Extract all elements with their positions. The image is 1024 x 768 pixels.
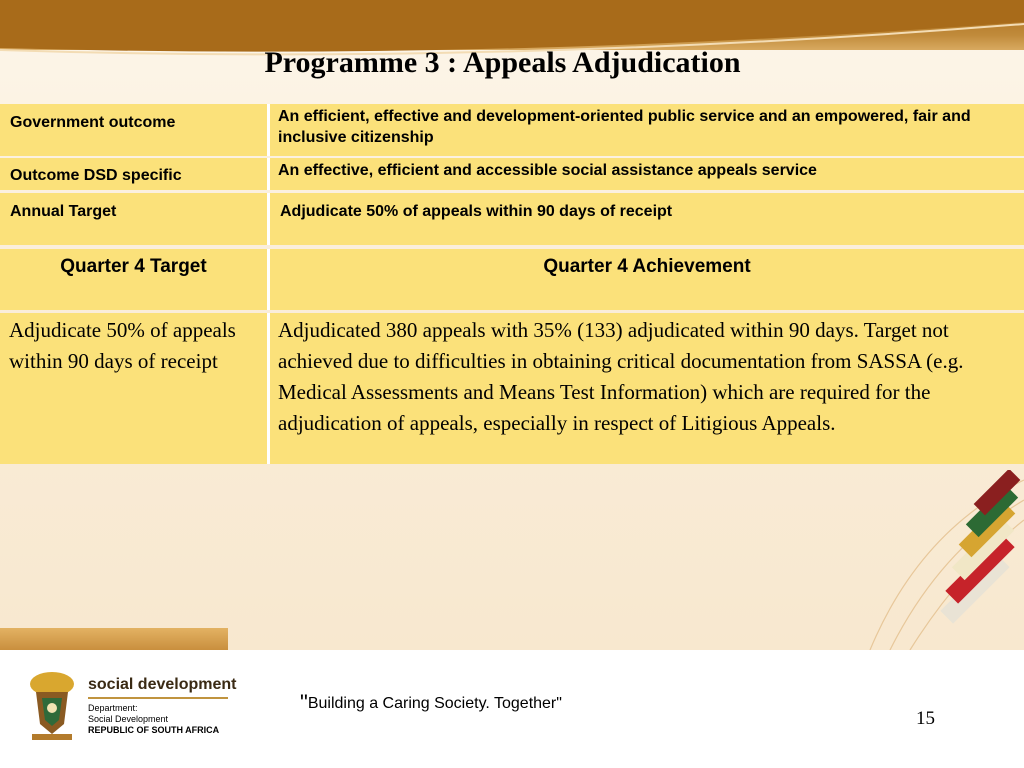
page-title: Programme 3 : Appeals Adjudication	[264, 46, 741, 79]
row-value: An effective, efficient and accessible social assistance appeals service	[270, 158, 1024, 190]
table-header-row	[0, 249, 1024, 310]
row-value: An efficient, effective and development-oriented public service and an empowered, fair and inclusive citizenship	[270, 104, 1024, 156]
coat-of-arms-logo	[22, 668, 82, 744]
brand-underline	[88, 697, 228, 699]
table-row	[0, 193, 1024, 245]
quarter-achievement-cell: Adjudicated 380 appeals with 35% (133) adjudicated within 90 days. Target not achieved due to difficulties in obtaining critical documentation from SASSA (e.g. Medical Assessments and Means Test Information) which are required for the adjudication of appeals, especially in respect of Litigious Appeals.	[270, 313, 1024, 464]
beadwork-decoration	[860, 470, 1024, 650]
page-number: 15	[916, 708, 935, 729]
row-label: Government outcome	[0, 104, 270, 156]
department-label: Department:	[88, 703, 138, 713]
footer-motto	[300, 690, 562, 716]
table-row	[0, 158, 1024, 190]
row-label: Annual Target	[0, 193, 270, 245]
department-brand: social development	[88, 676, 237, 693]
column-header-achievement: Quarter 4 Achievement	[270, 249, 1024, 310]
gold-accent-strip	[0, 628, 228, 650]
department-name: Social Development	[88, 714, 169, 724]
quarter-target-cell: Adjudicate 50% of appeals within 90 days of receipt	[0, 313, 270, 464]
department-country: REPUBLIC OF SOUTH AFRICA	[88, 725, 220, 735]
table-row	[0, 104, 1024, 156]
table-body-row	[0, 313, 1024, 464]
row-value: Adjudicate 50% of appeals within 90 days of receipt	[270, 193, 1024, 245]
motto-text: Building a Caring Society. Together"	[307, 695, 562, 712]
row-label: Outcome DSD specific	[0, 158, 270, 190]
motto-open-quote: "	[300, 690, 308, 715]
column-header-target: Quarter 4 Target	[0, 249, 270, 310]
